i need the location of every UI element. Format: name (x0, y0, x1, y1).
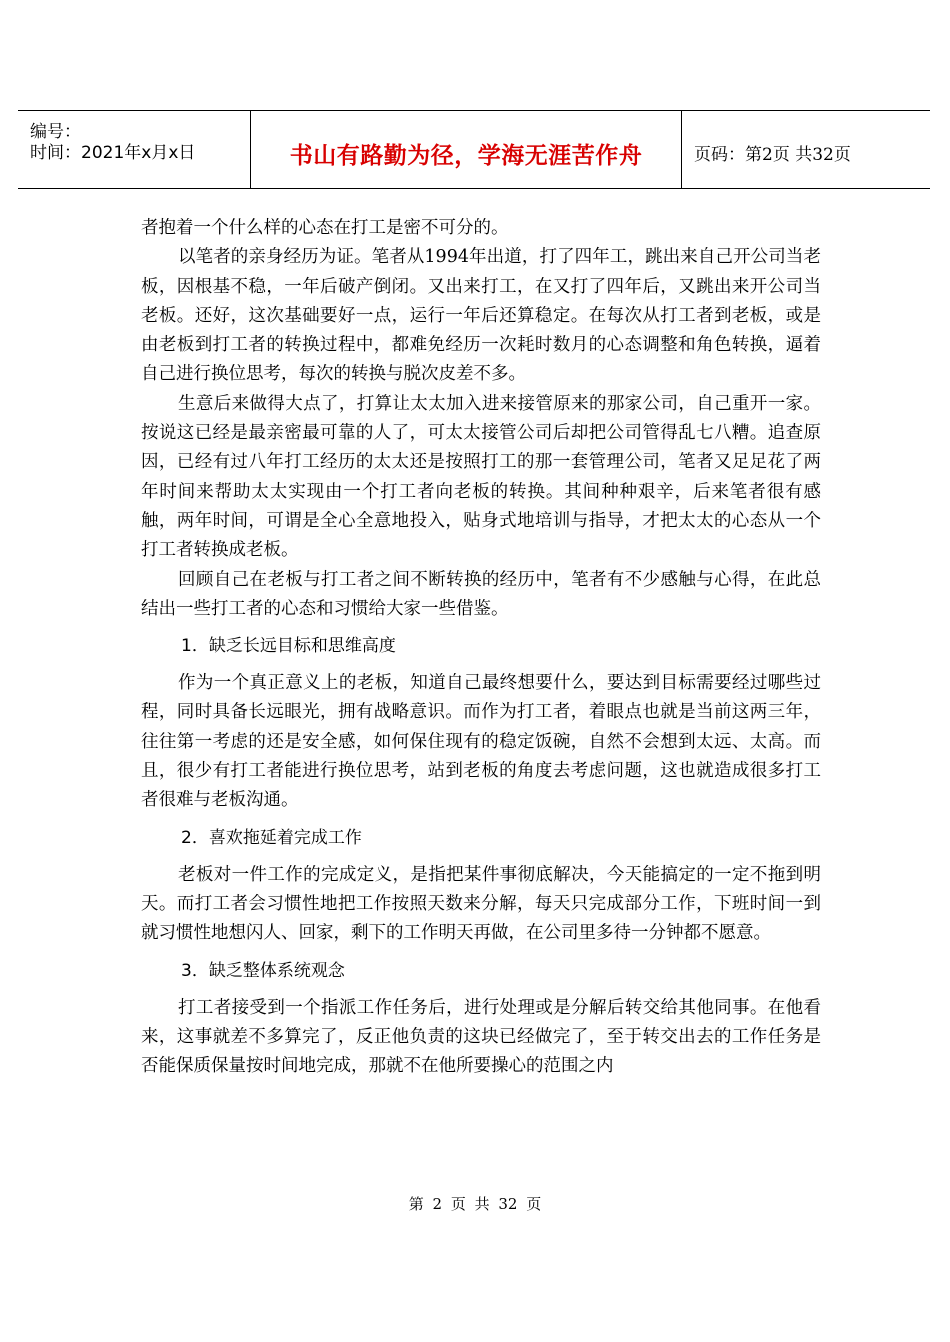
header-page-info: 页码：第2页 共32页 (694, 145, 851, 165)
paragraph: 打工者接受到一个指派工作任务后，进行处理或是分解后转交给其他同事。在他看来，这事就差不多算完了，反正他负责的这块已经做完了，至于转交出去的工作任务是否能保质保量按时间地完成，那就不在他所要操心的范围之内 (141, 997, 821, 1077)
document-body (141, 214, 821, 1081)
header-meta-cell (18, 111, 251, 188)
header-page-cell (682, 111, 930, 188)
paragraph: 生意后来做得大点了，打算让太太加入进来接管原来的那家公司，自己重开一家。按说这已经是最亲密最可靠的人了，可太太接管公司后却把公司管得乱七八糟。追查原因，已经有过八年打工经历的太太还是按照打工的那一套管理公司，笔者又足足花了两年时间来帮助太太实现由一个打工者向老板的转换。其间种种艰辛，后来笔者很有感触，两年时间，可谓是全心全意地投入，贴身式地培训与指导，才把太太的心态从一个打工者转换成老板。 (141, 393, 821, 561)
document-time-label: 时间：2021年x月x日 (30, 143, 196, 163)
paragraph: 者抱着一个什么样的心态在打工是密不可分的。 (141, 218, 509, 238)
section-heading: 2．喜欢拖延着完成工作 (181, 827, 362, 848)
section-heading: 1．缺乏长远目标和思维高度 (181, 636, 396, 657)
paragraph: 回顾自己在老板与打工者之间不断转换的经历中，笔者有不少感触与心得，在此总结出一些打工者的心态和习惯给大家一些借鉴。 (141, 569, 821, 619)
page-footer: 第 2 页 共 32 页 (408, 1195, 542, 1213)
header-motto: 书山有路勤为径，学海无涯苦作舟 (289, 143, 643, 169)
document-number-label: 编号： (30, 122, 81, 142)
paragraph: 老板对一件工作的完成定义，是指把某件事彻底解决，今天能搞定的一定不拖到明天。而打工者会习惯性地把工作按照天数来分解，每天只完成部分工作，下班时间一到就习惯性地想闪人、回家，剩下的工作明天再做，在公司里多待一分钟都不愿意。 (141, 864, 821, 944)
paragraph: 以笔者的亲身经历为证。笔者从1994年出道，打了四年工，跳出来自己开公司当老板，因根基不稳，一年后破产倒闭。又出来打工，在又打了四年后，又跳出来开公司当老板。还好，这次基础要好一点，运行一年后还算稳定。在每次从打工者到老板，或是由老板到打工者的转换过程中，都难免经历一次耗时数月的心态调整和角色转换，逼着自己进行换位思考，每次的转换与脱次皮差不多。 (141, 247, 821, 385)
header-motto-cell (251, 111, 682, 188)
paragraph: 作为一个真正意义上的老板，知道自己最终想要什么，要达到目标需要经过哪些过程，同时具备长远眼光，拥有战略意识。而作为打工者，着眼点也就是当前这两三年，往往第一考虑的还是安全感，如何保住现有的稳定饭碗，自然不会想到太远、太高。而且，很少有打工者能进行换位思考，站到老板的角度去考虑问题，这也就造成很多打工者很难与老板沟通。 (141, 673, 821, 811)
section-heading: 3．缺乏整体系统观念 (181, 960, 345, 981)
document-header (18, 110, 930, 189)
